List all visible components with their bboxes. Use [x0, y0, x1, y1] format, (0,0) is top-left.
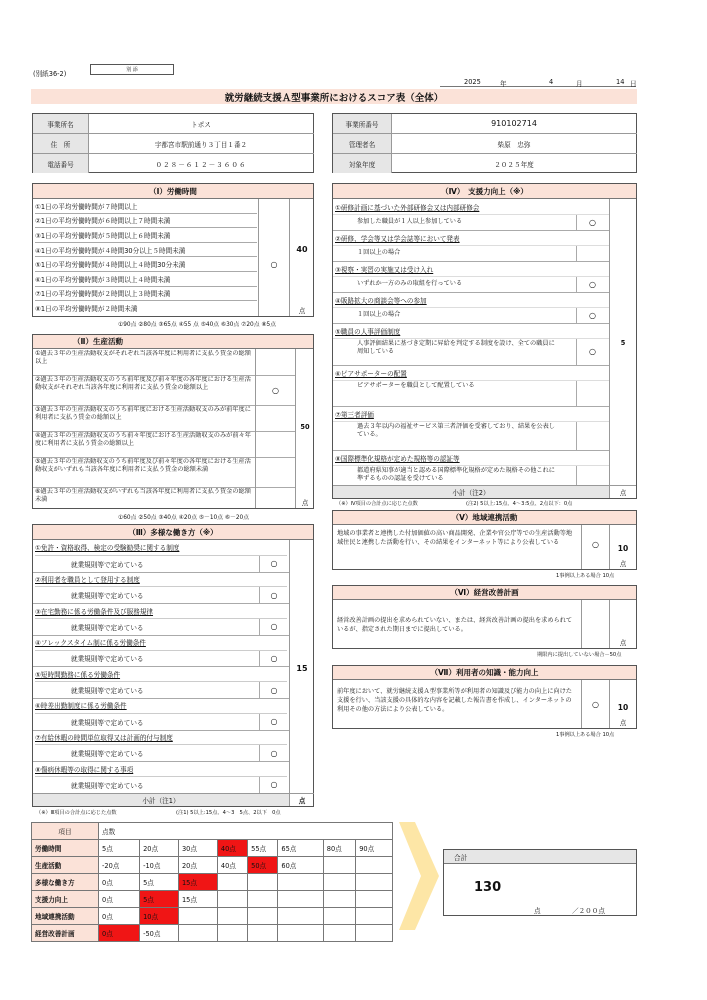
summary-cell: 5点	[140, 891, 179, 908]
name-value: トポス	[88, 114, 314, 134]
s4-item-head: ②研修、学会等又は学会誌等において発表	[335, 234, 460, 243]
section-1-title: （Ⅰ）労働時間	[33, 184, 313, 199]
section-4-note-left: （※）Ⅳ項目の合計点に応じた点数	[336, 501, 418, 507]
s3-item-sub: 就業規則等で定めている	[71, 560, 144, 569]
section-7-unit: 点	[619, 718, 627, 727]
summary-row	[32, 925, 393, 942]
target-year-label: 対象年度	[333, 154, 391, 173]
s4-vline	[576, 338, 577, 365]
s4-divider	[333, 380, 609, 381]
section-7-score: 10	[617, 702, 629, 712]
summary-cell: 50点	[248, 857, 278, 874]
s3-item-sub: 就業規則等で定めている	[71, 687, 144, 696]
date-month: 4	[549, 78, 554, 86]
section-4-subtotal: 小計（注2）	[333, 485, 609, 498]
summary-row-label: 地域連携活動	[32, 908, 99, 925]
info-right	[332, 113, 637, 173]
s4-item-mark: ○	[589, 279, 596, 289]
total-max: ／２００点	[572, 907, 605, 915]
s3-item-head: ⑧傷病休暇等の取得に関する事項	[35, 761, 287, 777]
section-5-unit: 点	[619, 559, 627, 568]
summary-cell: 5点	[140, 874, 179, 891]
address-value: 宇都宮市駅前通り３丁目１番２	[88, 134, 314, 154]
summary-cell: 55点	[248, 840, 278, 857]
s3-vline	[259, 777, 260, 793]
summary-cell: -50点	[140, 925, 179, 942]
s2-row: ⑤過去３年の生産活動収支のうち前年度及び前々年度の各年度における生産活動収支がいずれも当該各年度に利用者に支払う賃金の総額未満	[35, 458, 251, 473]
summary-cell: 0点	[99, 908, 140, 925]
section-community	[332, 510, 637, 570]
s4-vline	[576, 421, 577, 450]
summary-cell	[323, 908, 355, 925]
section-support	[332, 183, 637, 499]
section-3-title: （Ⅲ）多様な働き方（※）	[33, 525, 313, 540]
office-no-value: 910102714	[391, 114, 637, 134]
total-label: 合計	[444, 850, 636, 864]
s4-item-mark: ○	[589, 217, 596, 227]
s4-item-mark	[576, 245, 609, 261]
phone-value: ０２８－６１２－３６０６	[155, 160, 247, 169]
s4-item-head: ⑥ピアサポーターの配置	[335, 369, 407, 378]
summary-cell: 15点	[178, 891, 217, 908]
s4-item-sub: １回以上の場合	[357, 311, 401, 318]
summary-cell: 15点	[178, 874, 217, 891]
summary-cell	[217, 874, 247, 891]
s4-item-mark: ○	[589, 310, 596, 320]
summary-cell	[178, 925, 217, 942]
summary-row	[32, 874, 393, 891]
s4-vline	[576, 276, 577, 292]
summary-cell	[248, 925, 278, 942]
summary-cell	[178, 908, 217, 925]
s4-divider	[333, 421, 609, 422]
form-tag: 別 添	[90, 64, 174, 75]
summary-row-label: 生産活動	[32, 857, 99, 874]
arrow-right-icon	[399, 822, 439, 930]
section-5-score: 10	[617, 543, 629, 553]
section-4-title: （Ⅳ） 支援力向上（※）	[333, 184, 636, 199]
summary-cell: 0点	[99, 874, 140, 891]
s3-item-head: ⑤短時間勤務に係る労働条件	[35, 666, 287, 682]
section-6-score	[610, 616, 636, 630]
section-1-unit: 点	[298, 307, 306, 315]
summary-row-label: 支援力向上	[32, 891, 99, 908]
s2-row: ①過去３年の生産活動収支がそれぞれ当該各年度に利用者に支払う賃金の総額以上	[35, 350, 251, 365]
section-7-note: 1事例以上ある場合 10点	[556, 732, 615, 738]
summary-cell	[217, 891, 247, 908]
date-day: 14	[616, 78, 625, 86]
summary-cell: 0点	[99, 925, 140, 942]
s4-divider	[333, 276, 609, 277]
s3-item-head: ⑦有給休暇の時間単位取得又は計画的付与制度	[35, 730, 287, 746]
info-left	[32, 113, 314, 173]
summary-cell	[248, 891, 278, 908]
section-5-title: （Ⅴ）地域連携活動	[333, 511, 636, 525]
s4-item-sub: 人事評価結果に基づき定期に昇給を判定する制度を設け、全ての職員に周知している	[357, 340, 555, 355]
s3-item-sub: 就業規則等で定めている	[71, 718, 144, 727]
s4-item-head: ①研修計画に基づいた外部研修会又は内部研修会	[335, 203, 480, 212]
summary-table	[31, 822, 393, 942]
section-4-unit: 点	[610, 485, 636, 498]
s1-row: ④1日の平均労働時間が４時間30分以上５時間未満	[35, 243, 257, 258]
s4-item-head: ⑤職員の人事評価制度	[335, 327, 401, 336]
section-work-styles	[32, 524, 314, 807]
s4-divider	[333, 338, 609, 339]
s3-item-head: ⑥時差出勤制度に係る労働条件	[35, 698, 287, 714]
total-unit: 点	[534, 907, 541, 915]
summary-row-label: 経営改善計画	[32, 925, 99, 942]
summary-cell: 90点	[356, 840, 393, 857]
summary-cell: -20点	[99, 857, 140, 874]
summary-cell	[278, 925, 323, 942]
s4-vline	[576, 307, 577, 323]
section-1-score: 40	[296, 244, 308, 254]
summary-row	[32, 840, 393, 857]
s4-item-head: ④販路拡大の商談会等への参加	[335, 296, 427, 305]
summary-cell: -10点	[140, 857, 179, 874]
section-3-score: 15	[296, 663, 308, 673]
s3-item-mark: ○	[270, 559, 278, 569]
s1-row: ③1日の平均労働時間が５時間以上６時間未満	[35, 228, 257, 243]
s3-item-head: ③在宅勤務に係る労働条件及び服務規律	[35, 603, 287, 619]
section-1-note: ①90点 ②80点 ③65点 ④55 点 ⑤40点 ⑥30点 ⑦20点 ⑧5点	[118, 322, 277, 328]
s1-row: ⑧1日の平均労働時間が２時間未満	[35, 305, 138, 314]
office-no-label: 事業所番号	[333, 114, 391, 134]
section-6-unit: 点	[619, 638, 627, 647]
s2-row: ④過去３年の生産活動収支のうち前々年度における生産活動収支のみが前々年度に利用者に支払う賃金の総額以上	[35, 432, 251, 447]
summary-cell	[323, 857, 355, 874]
s3-item-mark: ○	[270, 622, 278, 632]
summary-cell	[278, 874, 323, 891]
summary-cell	[278, 908, 323, 925]
summary-cell: 60点	[278, 857, 323, 874]
form-number: (別紙36-2)	[33, 70, 67, 78]
manager-label: 管理者名	[333, 134, 391, 154]
s3-vline	[259, 556, 260, 572]
summary-cell	[217, 925, 247, 942]
summary-cell	[278, 891, 323, 908]
summary-cell	[323, 925, 355, 942]
section-3-subtotal: 小計（注1）	[33, 793, 289, 806]
s1-row: ②1日の平均労働時間が６時間以上７時間未満	[35, 214, 257, 229]
summary-cell: 40点	[217, 840, 247, 857]
s4-divider	[333, 214, 609, 215]
s4-item-sub: いずれか一方のみの取組を行っている	[357, 280, 463, 287]
s4-divider	[333, 307, 609, 308]
s3-vline	[259, 745, 260, 761]
s4-item-mark	[576, 421, 609, 450]
s2-row: ⑥過去３年の生産活動収支がいずれも当該各年度に利用者に支払う賃金の総額未満	[35, 488, 251, 503]
section-6-note: 期限内に提出していない場合－50点	[537, 652, 622, 658]
summary-cell	[248, 908, 278, 925]
section-5-note: 1事例以上ある場合 10点	[556, 573, 615, 579]
s3-item-sub: 就業規則等で定めている	[71, 623, 144, 632]
page-title: 就労継続支援Ａ型事業所におけるスコア表（全体）	[31, 89, 637, 104]
date-month-unit: 月	[576, 80, 583, 88]
date-row	[440, 78, 636, 87]
summary-cell: 0点	[99, 891, 140, 908]
section-3-unit: 点	[290, 793, 314, 806]
summary-cell	[248, 874, 278, 891]
s4-item-mark: ○	[589, 347, 596, 356]
section-6-mark	[582, 612, 609, 626]
s3-vline	[259, 651, 260, 667]
manager-value: 柴原 忠弥	[391, 134, 637, 154]
s3-item-mark: ○	[270, 653, 278, 663]
s4-divider	[333, 245, 609, 246]
s1-mark: ○	[270, 260, 278, 270]
s3-item-mark: ○	[270, 717, 278, 727]
s4-vline	[576, 380, 577, 406]
s2-mark: ○	[272, 385, 279, 395]
summary-cell: 30点	[178, 840, 217, 857]
summary-row	[32, 908, 393, 925]
section-7-text: 前年度において、就労継続支援Ａ型事業所等が利用者の知識及び能力の向上に向けた支援を行い、当該支援の具体的な内容を記載した報告書を作成し、インターネットの利用その他の方法により公表している。	[337, 688, 572, 713]
summary-cell: 80点	[323, 840, 355, 857]
s3-vline	[259, 587, 260, 603]
summary-cell	[356, 925, 393, 942]
summary-cell	[323, 874, 355, 891]
s3-item-sub: 就業規則等で定めている	[71, 750, 144, 759]
summary-cell	[323, 891, 355, 908]
s4-item-sub: 参加した職員が１人以上参加している	[357, 218, 463, 225]
s3-vline	[259, 714, 260, 730]
s4-vline	[576, 245, 577, 261]
summary-row	[32, 857, 393, 874]
s1-row: ⑥1日の平均労働時間が３時間以上４時間未満	[35, 272, 257, 287]
s1-row: ⑦1日の平均労働時間が２時間以上３時間未満	[35, 287, 257, 302]
summary-col-item: 項目	[32, 823, 99, 840]
summary-cell	[356, 908, 393, 925]
section-labor-hours	[32, 183, 314, 317]
section-4-note-right: (注2) 5以上:15点、4～3:5点、2点以下：0点	[466, 501, 573, 507]
summary-cell: 20点	[140, 840, 179, 857]
section-production	[32, 334, 314, 509]
summary-header-row	[32, 823, 393, 840]
s4-item-mark	[576, 380, 609, 406]
s2-row: ③過去３年の生産活動収支のうち前年度における生産活動収支のみが前年度に利用者に支払う賃金の総額以上	[35, 406, 251, 421]
summary-cell: 20点	[178, 857, 217, 874]
s3-item-mark: ○	[270, 590, 278, 600]
s3-item-head: ④フレックスタイム制に係る労働条件	[35, 635, 287, 651]
s2-row: ②過去３年の生産活動収支のうち前年度及び前々年度の各年度における生産活動収支がそれぞれ当該各年度に利用者に支払う賃金の総額以上	[35, 376, 251, 391]
s3-item-sub: 就業規則等で定めている	[71, 592, 144, 601]
s3-item-mark: ○	[270, 780, 278, 790]
s4-item-sub: 過去３年以内の福祉サービス第三者評価を受審しており、結果を公表している。	[357, 423, 555, 438]
summary-row-label: 労働時間	[32, 840, 99, 857]
s4-divider	[333, 465, 609, 466]
section-2-title: （Ⅱ）生産活動	[33, 335, 313, 349]
phone-label: 電話番号	[33, 154, 88, 173]
summary-cell	[356, 891, 393, 908]
section-6-title: （Ⅵ）経営改善計画	[333, 586, 636, 600]
target-year-value: ２０２５年度	[494, 160, 534, 169]
s3-vline	[259, 682, 260, 698]
s3-item-sub: 就業規則等で定めている	[71, 781, 144, 790]
section-7-title: （Ⅶ）利用者の知識・能力向上	[333, 666, 636, 680]
name-label: 事業所名	[33, 114, 88, 134]
address-label: 住 所	[33, 134, 88, 154]
summary-cell	[356, 857, 393, 874]
summary-cell: 10点	[140, 908, 179, 925]
total-box	[443, 849, 637, 916]
total-value: 130	[474, 880, 502, 895]
s3-item-mark: ○	[270, 685, 278, 695]
section-7-mark: ○	[592, 699, 599, 709]
s1-row: ①1日の平均労働時間が７時間以上	[35, 199, 257, 214]
summary-cell	[356, 874, 393, 891]
date-day-unit: 日	[630, 80, 637, 88]
section-5-text: 地域の事業者と連携した付加価値の高い商品開発、企業や官公庁等での生産活動等地域住民と連携した活動を行い、その結果をインターネット等により公表している	[337, 530, 573, 546]
section-5-mark: ○	[592, 539, 599, 549]
summary-col-points: 点数	[99, 823, 393, 840]
s4-item-head: ③視察・実習の実施又は受け入れ	[335, 265, 434, 274]
summary-row-label: 多様な働き方	[32, 874, 99, 891]
s4-item-sub: 都道府県知事が適当と認める国際標準化規格が定めた規格その他これに準ずるものの認証を受けている	[357, 467, 555, 482]
s4-vline	[576, 214, 577, 230]
summary-cell: 40点	[217, 857, 247, 874]
s3-vline	[259, 619, 260, 635]
summary-cell	[217, 908, 247, 925]
section-knowledge	[332, 665, 637, 729]
s3-item-head: ②利用者を職員として登用する制度	[35, 572, 287, 588]
s4-item-head: ⑦第三者評価	[335, 410, 374, 419]
section-2-note: ①60点 ②50点 ③40点 ④20点 ⑤－10点 ⑥－20点	[118, 515, 250, 521]
s4-item-sub: １回以上の場合	[357, 249, 401, 256]
s1-row: ⑤1日の平均労働時間が４時間以上４時間30分未満	[35, 257, 257, 272]
date-year-unit: 年	[500, 80, 507, 88]
section-3-note-left: （※）Ⅲ項目の合計点に応じた点数	[36, 810, 117, 816]
section-2-score: 50	[300, 423, 310, 431]
summary-cell: 5点	[99, 840, 140, 857]
section-2-unit: 点	[301, 498, 309, 507]
section-management	[332, 585, 637, 649]
s3-item-sub: 就業規則等で定めている	[71, 655, 144, 664]
s4-item-sub: ピアサポーターを職員として配置している	[357, 382, 475, 389]
summary-row	[32, 891, 393, 908]
section-6-text: 経営改善計画の提出を求められていない、または、経営改善計画の提出を求められているが、指定された期日までに提出している。	[337, 617, 573, 633]
s4-item-head: ⑧国際標準化規格が定めた規格等の認証等	[335, 454, 460, 463]
section-4-score: 5	[620, 339, 626, 347]
s3-item-head: ①免許・資格取得、検定の受験勧奨に関する制度	[35, 540, 287, 556]
summary-cell: 65点	[278, 840, 323, 857]
s3-item-mark: ○	[270, 748, 278, 758]
section-3-note-right: (注1) 5以上:15点、4～3 5点、2以下 0点	[176, 810, 281, 816]
date-year: 2025	[464, 78, 481, 86]
